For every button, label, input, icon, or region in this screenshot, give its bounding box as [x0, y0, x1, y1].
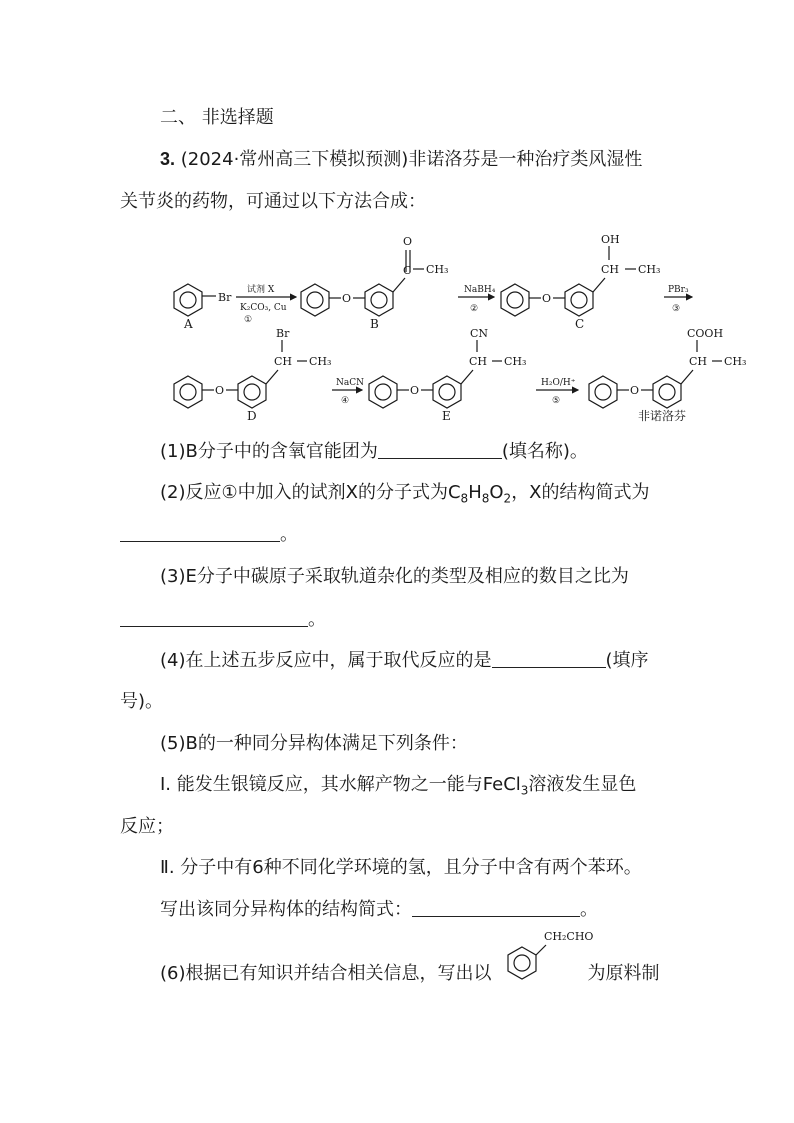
reagent-3-top: PBr₃: [668, 285, 689, 295]
group-ch-e: CH: [469, 355, 488, 368]
group-ch3-d: CH₃: [309, 355, 332, 368]
part-3-answer-line: [120, 606, 326, 634]
label-e: E: [442, 409, 451, 423]
part-4-text: (4)在上述五步反应中，属于取代反应的是: [160, 650, 492, 671]
aromatic-circle: [180, 292, 196, 308]
group-ch3-b: CH₃: [426, 263, 449, 276]
formula-sub-h: 8: [481, 491, 490, 506]
part-4-line2: 号)。: [120, 691, 164, 712]
group-o-product: O: [630, 384, 640, 397]
benzene-ring-a: [174, 284, 202, 316]
group-cn-e: CN: [470, 327, 489, 340]
reagent-1-top: 试剂 X: [247, 285, 275, 295]
group-c-b: C: [403, 264, 412, 277]
answer-blank-4[interactable]: [492, 651, 606, 668]
section-title: 二、 非选择题: [160, 107, 274, 128]
synthesis-scheme: [0, 230, 794, 430]
part-3-end: 。: [308, 609, 326, 630]
question-number: 3.: [160, 149, 176, 169]
question-intro-line1: [160, 145, 642, 174]
benzene-ring-c2: [565, 284, 593, 316]
group-o-e: O: [410, 384, 420, 397]
formula-sub-c: 8: [460, 491, 469, 506]
fecl3-sub: 3: [520, 783, 529, 798]
group-o-b: O: [342, 292, 352, 305]
group-o-carbonyl: O: [403, 235, 413, 248]
part-2-end: 。: [280, 524, 298, 545]
group-o-c: O: [542, 292, 552, 305]
benzene-ring-e2: [433, 376, 461, 408]
reagent-5-num: ⑤: [552, 396, 561, 406]
part-5-end: 。: [580, 899, 598, 920]
reagent-5-top: H₂O/H⁺: [541, 378, 576, 388]
part-5-condition-2: Ⅱ. 分子中有6种不同化学环境的氢，且分子中含有两个苯环。: [160, 857, 642, 878]
question-intro-text: (2024·常州高三下模拟预测)非诺洛芬是一种治疗类风湿性: [180, 149, 643, 170]
reagent-2-num: ②: [470, 304, 479, 314]
part-5-condition-1: [160, 771, 636, 805]
group-ch3-product: CH₃: [724, 355, 747, 368]
part-1-text: (1)B分子中的含氧官能团为: [160, 441, 378, 462]
group-ch-product: CH: [689, 355, 708, 368]
group-br-d: Br: [276, 327, 290, 340]
benzene-ring-p2: [653, 376, 681, 408]
label-product: 非诺洛芬: [638, 409, 687, 423]
part-5: (5)B的一种同分异构体满足下列条件：: [160, 733, 468, 754]
answer-blank-5[interactable]: [412, 900, 580, 917]
part-4: [160, 647, 649, 675]
benzene-ring-p1: [589, 376, 617, 408]
part-2-text: (2)反应①中加入的试剂X的分子式为C: [160, 482, 461, 503]
part-5-write: [160, 896, 598, 924]
part-1: [160, 438, 588, 466]
part-3: (3)E分子中碳原子采取轨道杂化的类型及相应的数目之比为: [160, 566, 629, 587]
label-a: A: [184, 317, 193, 331]
group-ch-c: CH: [601, 263, 620, 276]
condition-1-text-b: 溶液发生显色: [528, 774, 637, 795]
part-4-suffix: (填序: [605, 650, 649, 671]
benzene-ring-e1: [369, 376, 397, 408]
part-2-answer-line: [120, 521, 298, 549]
question-intro-line2: 关节炎的药物，可通过以下方法合成：: [120, 191, 426, 212]
reagent-1-num: ①: [244, 315, 253, 325]
part-5-write-text: 写出该同分异构体的结构简式：: [160, 899, 412, 920]
formula-sub-o: 2: [503, 491, 512, 506]
answer-blank-3[interactable]: [120, 610, 308, 627]
benzene-ring-d2: [238, 376, 266, 408]
formula-o: O: [489, 482, 504, 503]
group-ch3-e: CH₃: [504, 355, 527, 368]
reagent-4-num: ④: [341, 396, 350, 406]
condition-1-text: Ⅰ. 能发生银镜反应，其水解产物之一能与FeCl: [160, 774, 521, 795]
answer-blank-2[interactable]: [120, 525, 280, 542]
label-c: C: [575, 317, 585, 331]
part-1-suffix: (填名称)。: [501, 441, 588, 462]
label-d: D: [247, 409, 257, 423]
part-2: [160, 479, 650, 513]
part-5-condition-1-cont: 反应；: [120, 816, 174, 837]
group-ch3-c: CH₃: [638, 263, 661, 276]
group-ch2cho: CH₂CHO: [544, 930, 594, 943]
label-b: B: [370, 317, 379, 331]
benzene-ring-b2: [365, 284, 393, 316]
benzene-ring-reagent: [508, 947, 536, 979]
group-o-d: O: [215, 384, 225, 397]
part-2-text-b: ，X的结构简式为: [511, 482, 650, 503]
benzene-ring-c1: [501, 284, 529, 316]
benzene-ring-b1: [301, 284, 329, 316]
part-6-suffix: 为原料制: [587, 963, 660, 984]
reagent-2-top: NaBH₄: [464, 285, 496, 295]
phenylacetaldehyde-structure: [500, 925, 600, 985]
benzene-ring-d1: [174, 376, 202, 408]
reagent-1-bottom: K₂CO₃, Cu: [240, 303, 287, 313]
formula-h: H: [468, 482, 482, 503]
group-cooh-product: COOH: [687, 327, 724, 340]
group-br-a: Br: [218, 291, 232, 304]
group-oh-c: OH: [601, 233, 620, 246]
reagent-4-top: NaCN: [336, 378, 365, 388]
reagent-3-num: ③: [672, 304, 681, 314]
group-ch-d: CH: [274, 355, 293, 368]
answer-blank-1[interactable]: [378, 442, 502, 459]
part-6-text: (6)根据已有知识并结合相关信息，写出以: [160, 963, 492, 984]
